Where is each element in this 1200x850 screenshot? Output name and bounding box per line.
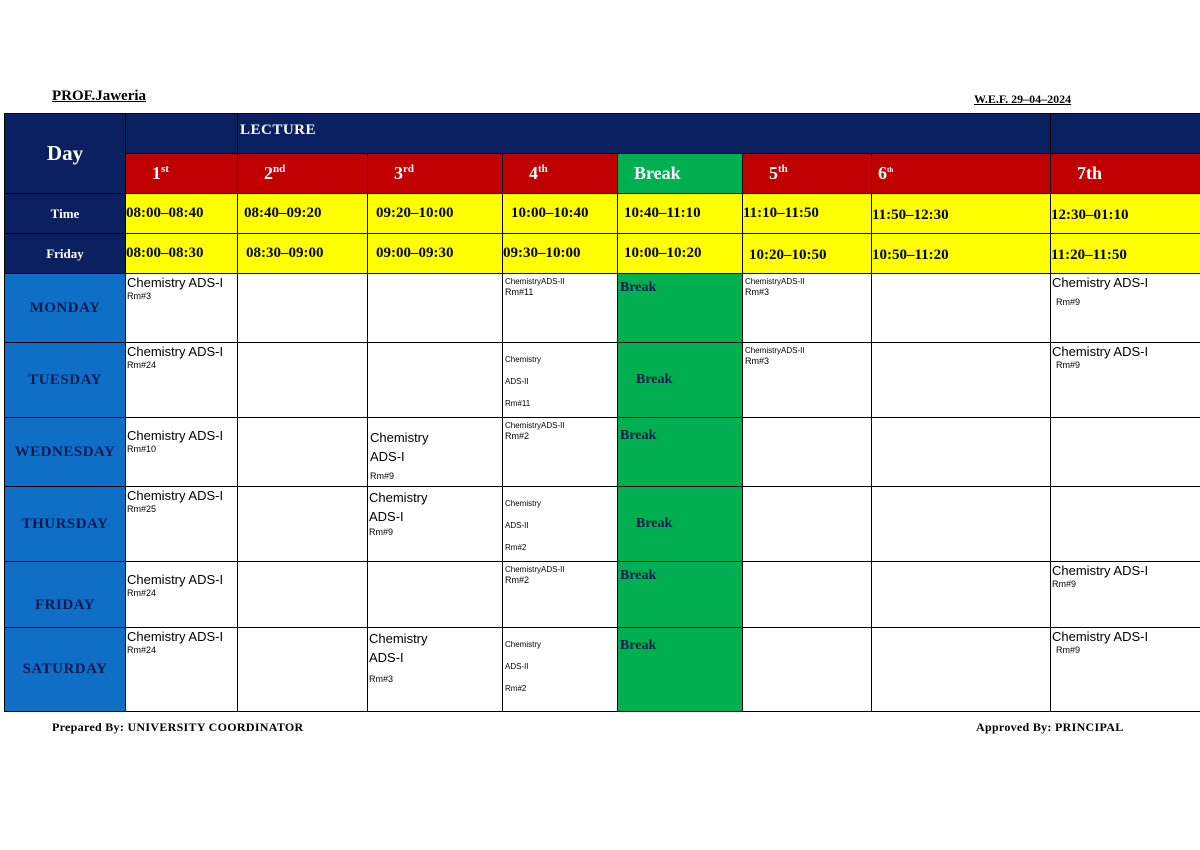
time-cell: 12:30–01:10 xyxy=(1051,194,1200,234)
class-cell: ChemistryADS-II Rm#3 xyxy=(743,343,872,418)
break-cell: Break xyxy=(618,628,743,712)
class-cell: Chemistry ADS-I Rm#25 xyxy=(126,487,238,562)
effective-date: W.E.F. 29–04–2024 xyxy=(974,92,1072,106)
empty-cell xyxy=(872,562,1051,628)
day-tuesday: TUESDAY xyxy=(5,343,126,418)
timetable xyxy=(4,113,1200,712)
class-cell: Chemistry ADS-II Rm#2 xyxy=(503,487,618,562)
slot-1-header: 1st xyxy=(126,154,238,194)
class-cell: ChemistryADS-II Rm#2 xyxy=(503,562,618,628)
header-blank xyxy=(126,114,238,154)
time-label: Time xyxy=(5,194,126,234)
break-header: Break xyxy=(618,154,743,194)
prepared-by: Prepared By: UNIVERSITY COORDINATOR xyxy=(52,720,304,734)
break-cell: Break xyxy=(618,562,743,628)
friday-time-cell: 10:00–10:20 xyxy=(618,234,743,274)
class-cell: Chemistry ADS-I Rm#24 xyxy=(126,562,238,628)
empty-cell xyxy=(368,343,503,418)
class-cell: ChemistryADS-II Rm#11 xyxy=(503,274,618,343)
empty-cell xyxy=(743,628,872,712)
break-cell: Break xyxy=(618,343,743,418)
empty-cell xyxy=(238,562,368,628)
friday-time-cell: 11:20–11:50 xyxy=(1051,234,1200,274)
time-cell: 10:00–10:40 xyxy=(503,194,618,234)
friday-time-cell: 09:30–10:00 xyxy=(503,234,618,274)
friday-time-cell: 08:30–09:00 xyxy=(238,234,368,274)
class-cell: Chemistry ADS-II Rm#2 xyxy=(503,628,618,712)
day-saturday: SATURDAY xyxy=(5,628,126,712)
empty-cell xyxy=(743,487,872,562)
empty-cell xyxy=(872,274,1051,343)
time-cell: 08:00–08:40 xyxy=(126,194,238,234)
day-wednesday: WEDNESDAY xyxy=(5,418,126,487)
empty-cell xyxy=(238,343,368,418)
class-cell: Chemistry ADS-I Rm#10 xyxy=(126,418,238,487)
class-cell: ChemistryADS-II Rm#3 xyxy=(743,274,872,343)
header-blank xyxy=(1051,114,1200,154)
class-cell: Chemistry ADS-I Rm#9 xyxy=(1051,343,1200,418)
class-cell: Chemistry ADS-I Rm#9 xyxy=(1051,628,1200,712)
time-cell: 10:40–11:10 xyxy=(618,194,743,234)
lecture-header: LECTURE xyxy=(238,114,1051,154)
class-cell: Chemistry ADS-II Rm#11 xyxy=(503,343,618,418)
slot-4-header: 4th xyxy=(503,154,618,194)
time-cell: 09:20–10:00 xyxy=(368,194,503,234)
teacher-name: PROF.Jaweria xyxy=(52,88,147,104)
time-cell: 08:40–09:20 xyxy=(238,194,368,234)
empty-cell xyxy=(238,274,368,343)
class-cell: Chemistry ADS-I Rm#9 xyxy=(1051,274,1200,343)
empty-cell xyxy=(1051,487,1200,562)
empty-cell xyxy=(872,418,1051,487)
empty-cell xyxy=(743,562,872,628)
friday-time-cell: 09:00–09:30 xyxy=(368,234,503,274)
empty-cell xyxy=(238,418,368,487)
class-cell: Chemistry ADS-I Rm#24 xyxy=(126,628,238,712)
break-cell: Break xyxy=(618,274,743,343)
class-cell: Chemistry ADS-I Rm#9 xyxy=(368,418,503,487)
approved-by: Approved By: PRINCIPAL xyxy=(976,720,1124,734)
class-cell: Chemistry ADS-I Rm#3 xyxy=(126,274,238,343)
class-cell: ChemistryADS-II Rm#2 xyxy=(503,418,618,487)
slot-7-header: 7th xyxy=(1051,154,1200,194)
day-thursday: THURSDAY xyxy=(5,487,126,562)
day-friday: FRIDAY xyxy=(5,562,126,628)
empty-cell xyxy=(743,418,872,487)
class-cell: Chemistry ADS-I Rm#24 xyxy=(126,343,238,418)
empty-cell xyxy=(872,628,1051,712)
slot-2-header: 2nd xyxy=(238,154,368,194)
slot-3-header: 3rd xyxy=(368,154,503,194)
empty-cell xyxy=(238,628,368,712)
empty-cell xyxy=(872,343,1051,418)
time-cell: 11:10–11:50 xyxy=(743,194,872,234)
friday-time-cell: 10:20–10:50 xyxy=(743,234,872,274)
day-header: Day xyxy=(5,114,126,194)
class-cell: Chemistry ADS-I Rm#9 xyxy=(1051,562,1200,628)
day-monday: MONDAY xyxy=(5,274,126,343)
friday-time-cell: 08:00–08:30 xyxy=(126,234,238,274)
friday-time-cell: 10:50–11:20 xyxy=(872,234,1051,274)
time-cell: 11:50–12:30 xyxy=(872,194,1051,234)
empty-cell xyxy=(872,487,1051,562)
friday-label: Friday xyxy=(5,234,126,274)
empty-cell xyxy=(368,562,503,628)
empty-cell xyxy=(238,487,368,562)
break-cell: Break xyxy=(618,487,743,562)
slot-5-header: 5th xyxy=(743,154,872,194)
empty-cell xyxy=(1051,418,1200,487)
class-cell: Chemistry ADS-I Rm#3 xyxy=(368,628,503,712)
empty-cell xyxy=(368,274,503,343)
break-cell: Break xyxy=(618,418,743,487)
slot-6-header: 6th xyxy=(872,154,1051,194)
class-cell: Chemistry ADS-I Rm#9 xyxy=(368,487,503,562)
